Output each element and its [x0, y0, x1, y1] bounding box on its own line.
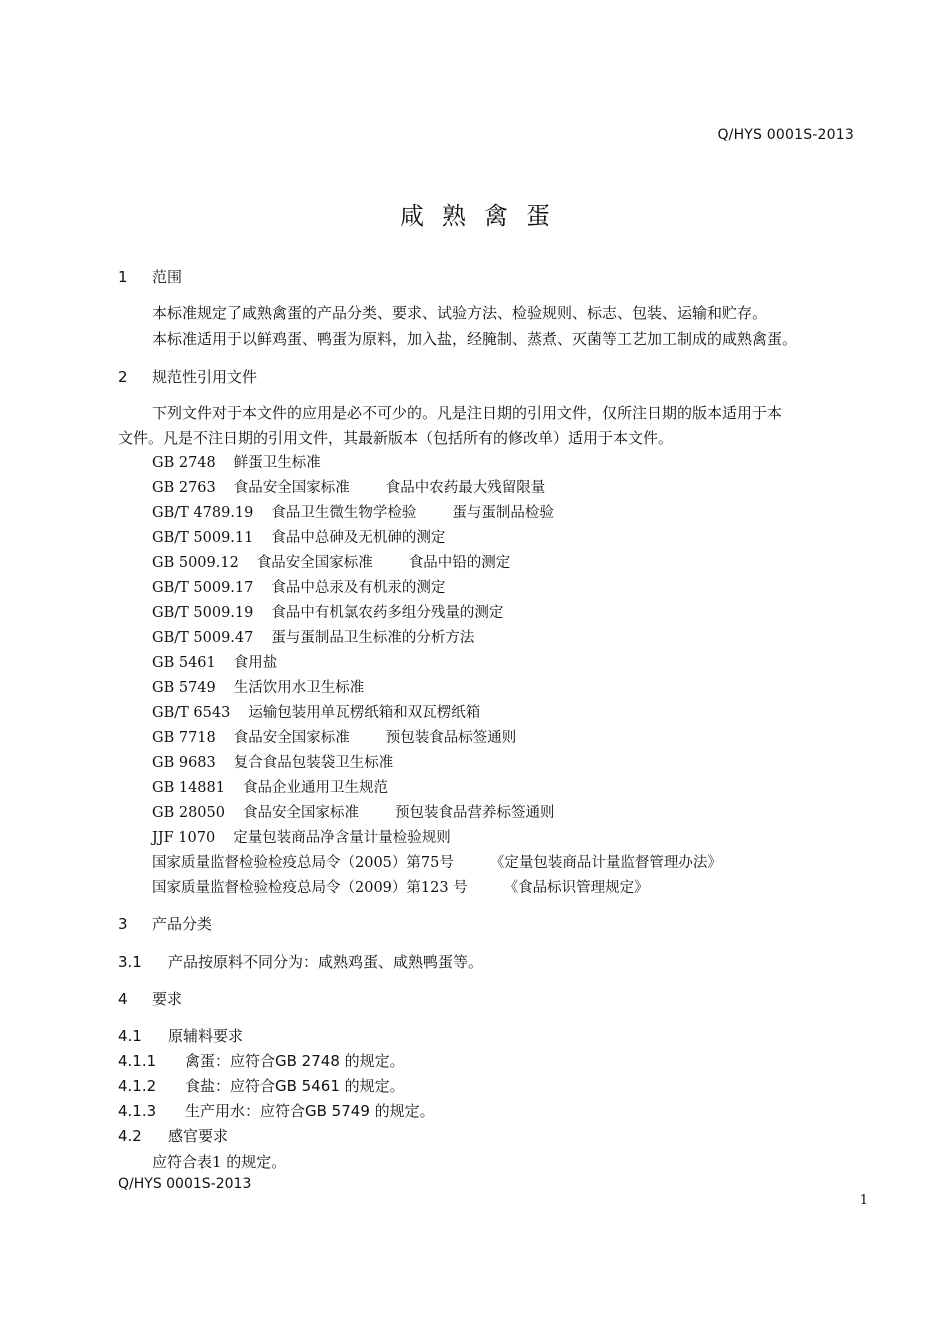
reference-code: GB/T 5009.17 [152, 580, 254, 596]
section-number: 2 [118, 368, 128, 386]
clause-text: 禽蛋：应符合GB 2748 的规定。 [185, 1052, 405, 1070]
reference-code: GB 5749 [152, 680, 216, 696]
reference-item [152, 502, 554, 524]
reference-item [152, 452, 321, 474]
clause-text: 食盐：应符合GB 5461 的规定。 [185, 1077, 405, 1095]
reference-code: GB/T 5009.19 [152, 605, 254, 621]
reference-item [152, 877, 649, 899]
reference-subtitle: 蛋与蛋制品检验 [452, 505, 554, 521]
clause-4-1-3 [118, 1100, 435, 1122]
reference-subtitle: 食品中铅的测定 [408, 555, 511, 571]
reference-subtitle: 预包装食品营养标签通则 [394, 805, 555, 821]
reference-item [152, 802, 554, 824]
reference-item [152, 577, 445, 599]
reference-item [152, 852, 722, 874]
reference-code: GB/T 4789.19 [152, 505, 254, 521]
reference-title: 定量包装商品净含量计量检验规则 [233, 830, 451, 846]
reference-code: GB/T 5009.47 [152, 630, 254, 646]
footer-doc-code: Q/HYS 0001S-2013 [118, 1176, 252, 1192]
paragraph: 下列文件对于本文件的应用是必不可少的。凡是注日期的引用文件，仅所注日期的版本适用于本 [152, 404, 783, 422]
reference-code: 国家质量监督检验检疫总局令（2005）第75号 [152, 855, 454, 871]
header-doc-code: Q/HYS 0001S-2013 [717, 127, 854, 143]
document-title: 咸熟禽蛋 [400, 202, 568, 230]
reference-code: GB 14881 [152, 780, 225, 796]
reference-subtitle: 《食品标识管理规定》 [503, 880, 649, 896]
section-2-heading [118, 366, 257, 388]
reference-title: 蛋与蛋制品卫生标准的分析方法 [271, 630, 475, 646]
reference-subtitle: 预包装食品标签通则 [385, 730, 517, 746]
reference-item [152, 477, 545, 499]
reference-title: 复合食品包装袋卫生标准 [233, 755, 394, 771]
clause-4-2 [118, 1125, 228, 1147]
reference-code: GB 5009.12 [152, 555, 239, 571]
reference-code: GB 2763 [152, 480, 216, 496]
reference-item [152, 602, 503, 624]
reference-code: JJF 1070 [152, 830, 216, 846]
reference-item [152, 677, 364, 699]
section-title: 规范性引用文件 [152, 368, 258, 386]
clause-number: 4.1 [118, 1027, 142, 1045]
reference-title: 食品中总砷及无机砷的测定 [271, 530, 446, 546]
clause-number: 3.1 [118, 953, 142, 971]
clause-title: 感官要求 [168, 1127, 229, 1145]
clause-text: 生产用水：应符合GB 5749 的规定。 [185, 1102, 435, 1120]
section-1-heading [118, 266, 182, 288]
reference-code: GB 28050 [152, 805, 225, 821]
reference-title: 食品中有机氯农药多组分残量的测定 [271, 605, 504, 621]
reference-subtitle: 食品中农药最大残留限量 [385, 480, 546, 496]
paragraph: 本标准适用于以鲜鸡蛋、鸭蛋为原料，加入盐，经腌制、蒸煮、灭菌等工艺加工制成的咸熟禽蛋。 [152, 330, 798, 348]
reference-title: 食品企业通用卫生规范 [242, 780, 388, 796]
section-title: 要求 [152, 990, 183, 1008]
section-number: 1 [118, 268, 128, 286]
clause-number: 4.1.2 [118, 1077, 157, 1095]
reference-item [152, 777, 388, 799]
reference-subtitle: 《定量包装商品计量监督管理办法》 [489, 855, 722, 871]
section-number: 4 [118, 990, 128, 1008]
reference-title: 食品安全国家标准 [256, 555, 373, 571]
reference-title: 食品中总汞及有机汞的测定 [271, 580, 446, 596]
reference-code: GB 7718 [152, 730, 216, 746]
reference-title: 运输包装用单瓦楞纸箱和双瓦楞纸箱 [248, 705, 481, 721]
section-title: 产品分类 [152, 915, 213, 933]
clause-title: 原辅料要求 [168, 1027, 244, 1045]
reference-item [152, 652, 277, 674]
reference-item [152, 827, 451, 849]
reference-title: 食用盐 [233, 655, 278, 671]
clause-4-1-2 [118, 1075, 405, 1097]
clause-number: 4.1.3 [118, 1102, 157, 1120]
clause-4-1-1 [118, 1050, 405, 1072]
clause-number: 4.1.1 [118, 1052, 157, 1070]
reference-item [152, 702, 480, 724]
reference-code: GB 9683 [152, 755, 216, 771]
reference-title: 生活饮用水卫生标准 [233, 680, 365, 696]
reference-item [152, 627, 474, 649]
clause-number: 4.2 [118, 1127, 142, 1145]
reference-code: GB/T 5009.11 [152, 530, 254, 546]
section-title: 范围 [152, 268, 183, 286]
reference-title: 鲜蛋卫生标准 [233, 455, 321, 471]
reference-title: 食品安全国家标准 [233, 730, 350, 746]
paragraph: 应符合表1 的规定。 [152, 1153, 287, 1171]
reference-code: 国家质量监督检验检疫总局令（2009）第123 号 [152, 880, 468, 896]
section-3-heading [118, 913, 212, 935]
reference-item [152, 752, 393, 774]
reference-item [152, 527, 445, 549]
reference-title: 食品卫生微生物学检验 [271, 505, 417, 521]
reference-title: 食品安全国家标准 [233, 480, 350, 496]
section-4-heading [118, 988, 182, 1010]
reference-item [152, 552, 510, 574]
reference-title: 食品安全国家标准 [242, 805, 359, 821]
reference-code: GB/T 6543 [152, 705, 231, 721]
clause-text: 产品按原料不同分为：咸熟鸡蛋、咸熟鸭蛋等。 [168, 953, 484, 971]
reference-code: GB 2748 [152, 455, 216, 471]
clause-3-1 [118, 951, 483, 973]
page-number: 1 [859, 1193, 868, 1208]
clause-4-1 [118, 1025, 243, 1047]
paragraph: 文件。凡是不注日期的引用文件，其最新版本（包括所有的修改单）适用于本文件。 [118, 429, 674, 447]
paragraph: 本标准规定了咸熟禽蛋的产品分类、要求、试验方法、检验规则、标志、包装、运输和贮存。 [152, 304, 768, 322]
section-number: 3 [118, 915, 128, 933]
reference-item [152, 727, 516, 749]
reference-code: GB 5461 [152, 655, 216, 671]
